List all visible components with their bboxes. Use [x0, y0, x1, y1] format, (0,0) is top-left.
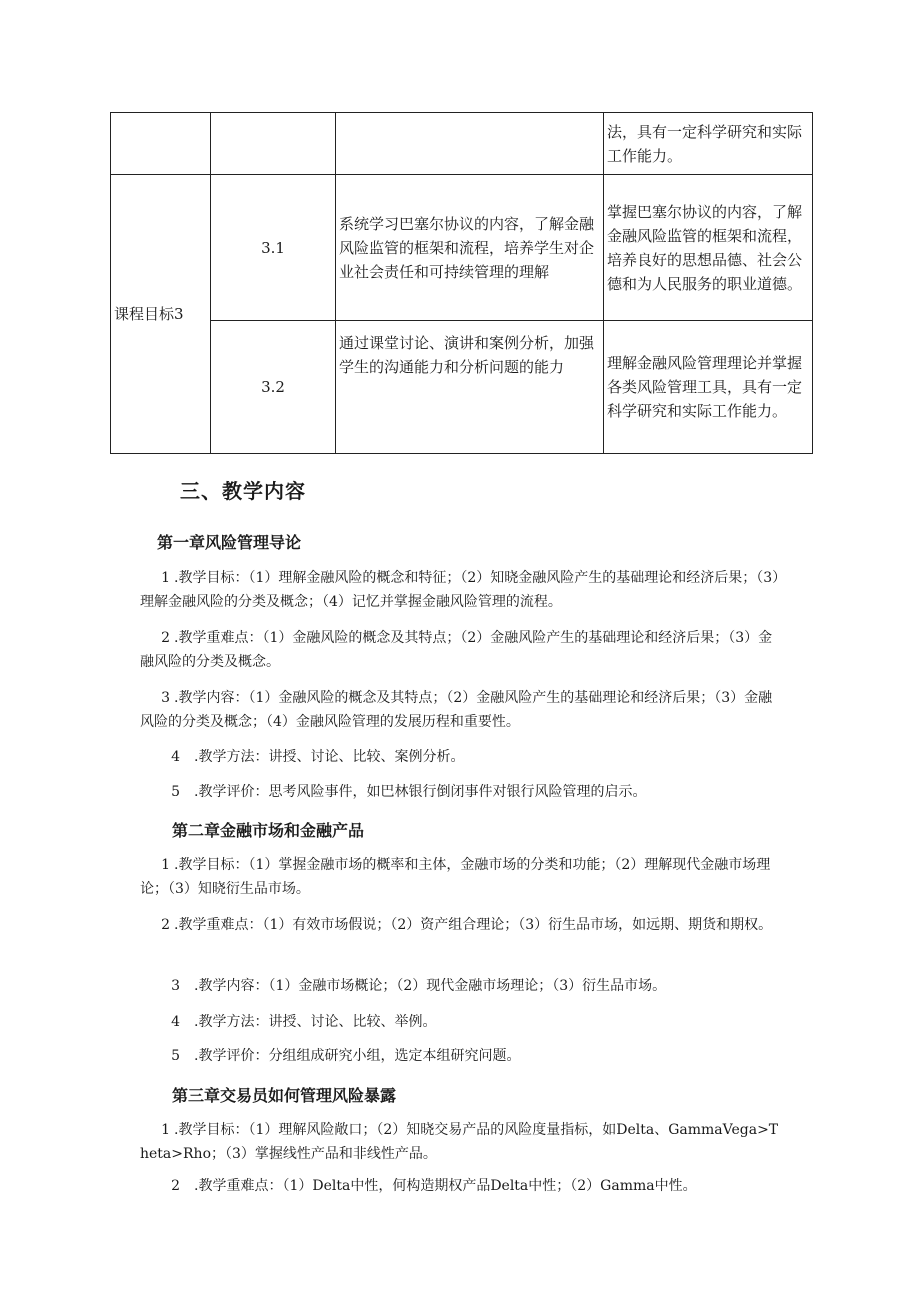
table-cell-empty — [211, 113, 336, 175]
list-item: 2 .教学重难点：（1）Delta中性，何构造期权产品Delta中性；（2）Gamma中性。 — [171, 1178, 697, 1194]
list-item: 1 .教学目标：（1）掌握金融市场的概率和主体，金融市场的分类和功能；（2）理解现代金融市场理论；（3）知晓衍生品市场。 — [140, 857, 771, 897]
list-item: 3 .教学内容：（1）金融风险的概念及其特点；（2）金融风险产生的基础理论和经济后果；（3）金融风险的分类及概念；（4）金融风险管理的发展历程和重要性。 — [140, 690, 773, 730]
requirement-cell: 通过课堂讨论、演讲和案例分析，加强学生的沟通能力和分析问题的能力 — [336, 321, 604, 454]
chapter-title: 第一章风险管理导论 — [157, 533, 302, 552]
list-item: 4 .教学方法：讲授、讨论、比较、举例。 — [171, 1014, 437, 1030]
table-row — [111, 175, 813, 321]
list-item: 2 .教学重难点：（1）金融风险的概念及其特点；（2）金融风险产生的基础理论和经济后果；（3）金融风险的分类及概念。 — [140, 630, 773, 670]
list-item: 5 .教学评价：分组组成研究小组，选定本组研究问题。 — [171, 1048, 521, 1064]
list-item: 5 .教学评价：思考风险事件，如巴林银行倒闭事件对银行风险管理的启示。 — [171, 784, 647, 800]
list-item: 1 .教学目标：（1）理解风险敞口；（2）知晓交易产品的风险度量指标，如Delta、GammaVega>Theta>Rho；（3）掌握线性产品和非线性产品。 — [140, 1122, 779, 1162]
goal-name-cell: 课程目标3 — [111, 175, 211, 454]
outcome-cell: 理解金融风险管理理论并掌握各类风险管理工具，具有一定科学研究和实际工作能力。 — [604, 321, 813, 454]
sub-goal-id-cell: 3.1 — [211, 175, 336, 321]
section-heading: 三、教学内容 — [180, 479, 306, 503]
table-cell-empty — [111, 113, 211, 175]
chapter-title: 第三章交易员如何管理风险暴露 — [172, 1086, 397, 1105]
list-item: 2 .教学重难点：（1）有效市场假说；（2）资产组合理论；（3）衍生品市场，如远期、期货和期权。 — [161, 917, 773, 933]
course-goals-table — [110, 112, 813, 454]
list-item: 3 .教学内容：（1）金融市场概论；（2）现代金融市场理论；（3）衍生品市场。 — [171, 978, 667, 994]
table-cell-empty — [336, 113, 604, 175]
list-item: 1 .教学目标：（1）理解金融风险的概念和特征；（2）知晓金融风险产生的基础理论和经济后果；（3）理解金融风险的分类及概念；（4）记忆并掌握金融风险管理的流程。 — [140, 570, 780, 610]
table-row — [111, 321, 813, 454]
chapter-title: 第二章金融市场和金融产品 — [172, 821, 365, 840]
outcome-cell: 法，具有一定科学研究和实际工作能力。 — [604, 113, 813, 175]
list-item: 4 .教学方法：讲授、讨论、比较、案例分析。 — [171, 749, 465, 765]
outcome-cell: 掌握巴塞尔协议的内容，了解金融风险监管的框架和流程，培养良好的思想品德、社会公德和为人民服务的职业道德。 — [604, 175, 813, 321]
table-row — [111, 113, 813, 175]
requirement-cell: 系统学习巴塞尔协议的内容，了解金融风险监管的框架和流程，培养学生对企业社会责任和可持续管理的理解 — [336, 175, 604, 321]
sub-goal-id-cell: 3.2 — [211, 321, 336, 454]
